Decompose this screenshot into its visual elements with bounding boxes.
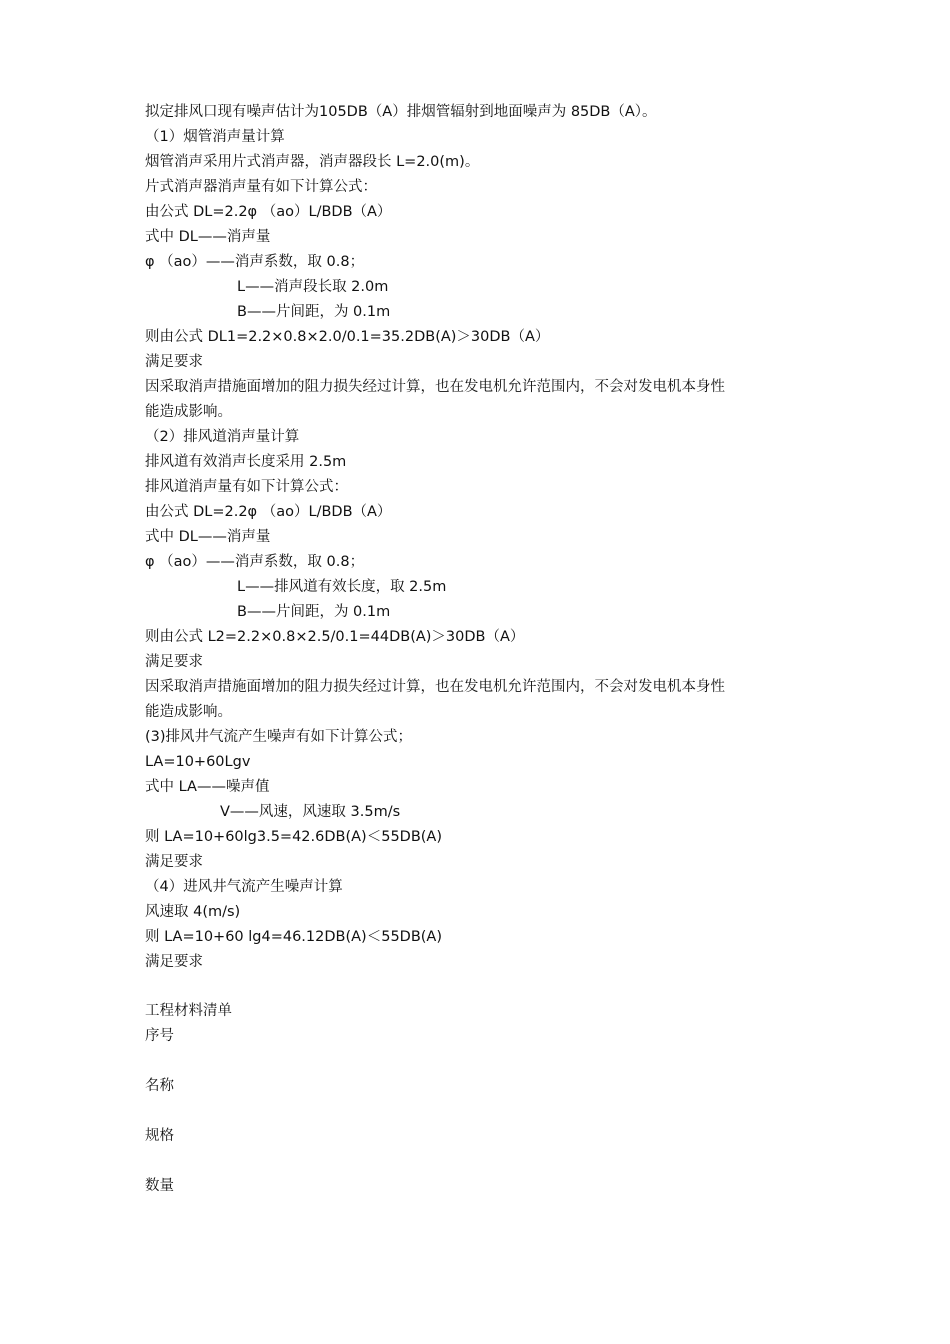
text-line: 烟管消声采用片式消声器，消声器段长 L=2.0(m)。 [145,154,480,170]
formula-line: 由公式 DL=2.2φ （ao）L/BDB（A） [145,504,392,520]
text-line: B——片间距，为 0.1m [237,604,391,620]
text-line: V——风速，风速取 3.5m/s [220,804,401,820]
formula-line: 由公式 DL=2.2φ （ao）L/BDB（A） [145,204,392,220]
formula-line: 则 LA=10+60lg3.5=42.6DB(A)＜55DB(A) [145,829,443,845]
text-line: 满足要求 [145,354,203,370]
text-line: 排风道有效消声长度采用 2.5m [145,454,347,470]
text-line: 能造成影响。 [145,404,232,420]
text-line: 式中 DL——消声量 [145,529,271,545]
text-line: 满足要求 [145,654,203,670]
text-line: 因采取消声措施面增加的阻力损失经过计算，也在发电机允许范围内，不会对发电机本身性 [145,679,725,695]
text-line: 风速取 4(m/s) [145,904,241,920]
text-line: φ （ao）——消声系数，取 0.8； [145,554,365,570]
text-line: 满足要求 [145,854,203,870]
text-line: 式中 LA——噪声值 [145,779,270,795]
text-line: 片式消声器消声量有如下计算公式： [145,179,377,195]
section-heading: （2）排风道消声量计算 [145,429,300,445]
materials-list-title: 工程材料清单 [145,1003,232,1019]
text-line: 因采取消声措施面增加的阻力损失经过计算，也在发电机允许范围内，不会对发电机本身性 [145,379,725,395]
text-line: B——片间距，为 0.1m [237,304,391,320]
column-label-name: 名称 [145,1078,174,1094]
text-line: 式中 DL——消声量 [145,229,271,245]
text-line: 拟定排风口现有噪声估计为105DB（A）排烟管辐射到地面噪声为 85DB（A）。 [145,104,657,120]
column-label-quantity: 数量 [145,1178,174,1194]
formula-line: 则由公式 L2=2.2×0.8×2.5/0.1=44DB(A)＞30DB（A） [145,629,525,645]
section-heading: （4）进风井气流产生噪声计算 [145,879,343,895]
text-line: 排风道消声量有如下计算公式： [145,479,348,495]
section-heading: （1）烟管消声量计算 [145,129,285,145]
formula-line: 则由公式 DL1=2.2×0.8×2.0/0.1=35.2DB(A)＞30DB（A） [145,329,550,345]
column-label-spec: 规格 [145,1128,174,1144]
section-heading: (3)排风井气流产生噪声有如下计算公式； [145,729,413,745]
text-line: φ （ao）——消声系数，取 0.8； [145,254,365,270]
text-line: L——排风道有效长度，取 2.5m [237,579,447,595]
text-line: 能造成影响。 [145,704,232,720]
column-label-index: 序号 [145,1028,174,1044]
formula-line: 则 LA=10+60 lg4=46.12DB(A)＜55DB(A) [145,929,443,945]
formula-line: LA=10+60Lgv [145,754,251,770]
text-line: L——消声段长取 2.0m [237,279,389,295]
text-line: 满足要求 [145,954,203,970]
